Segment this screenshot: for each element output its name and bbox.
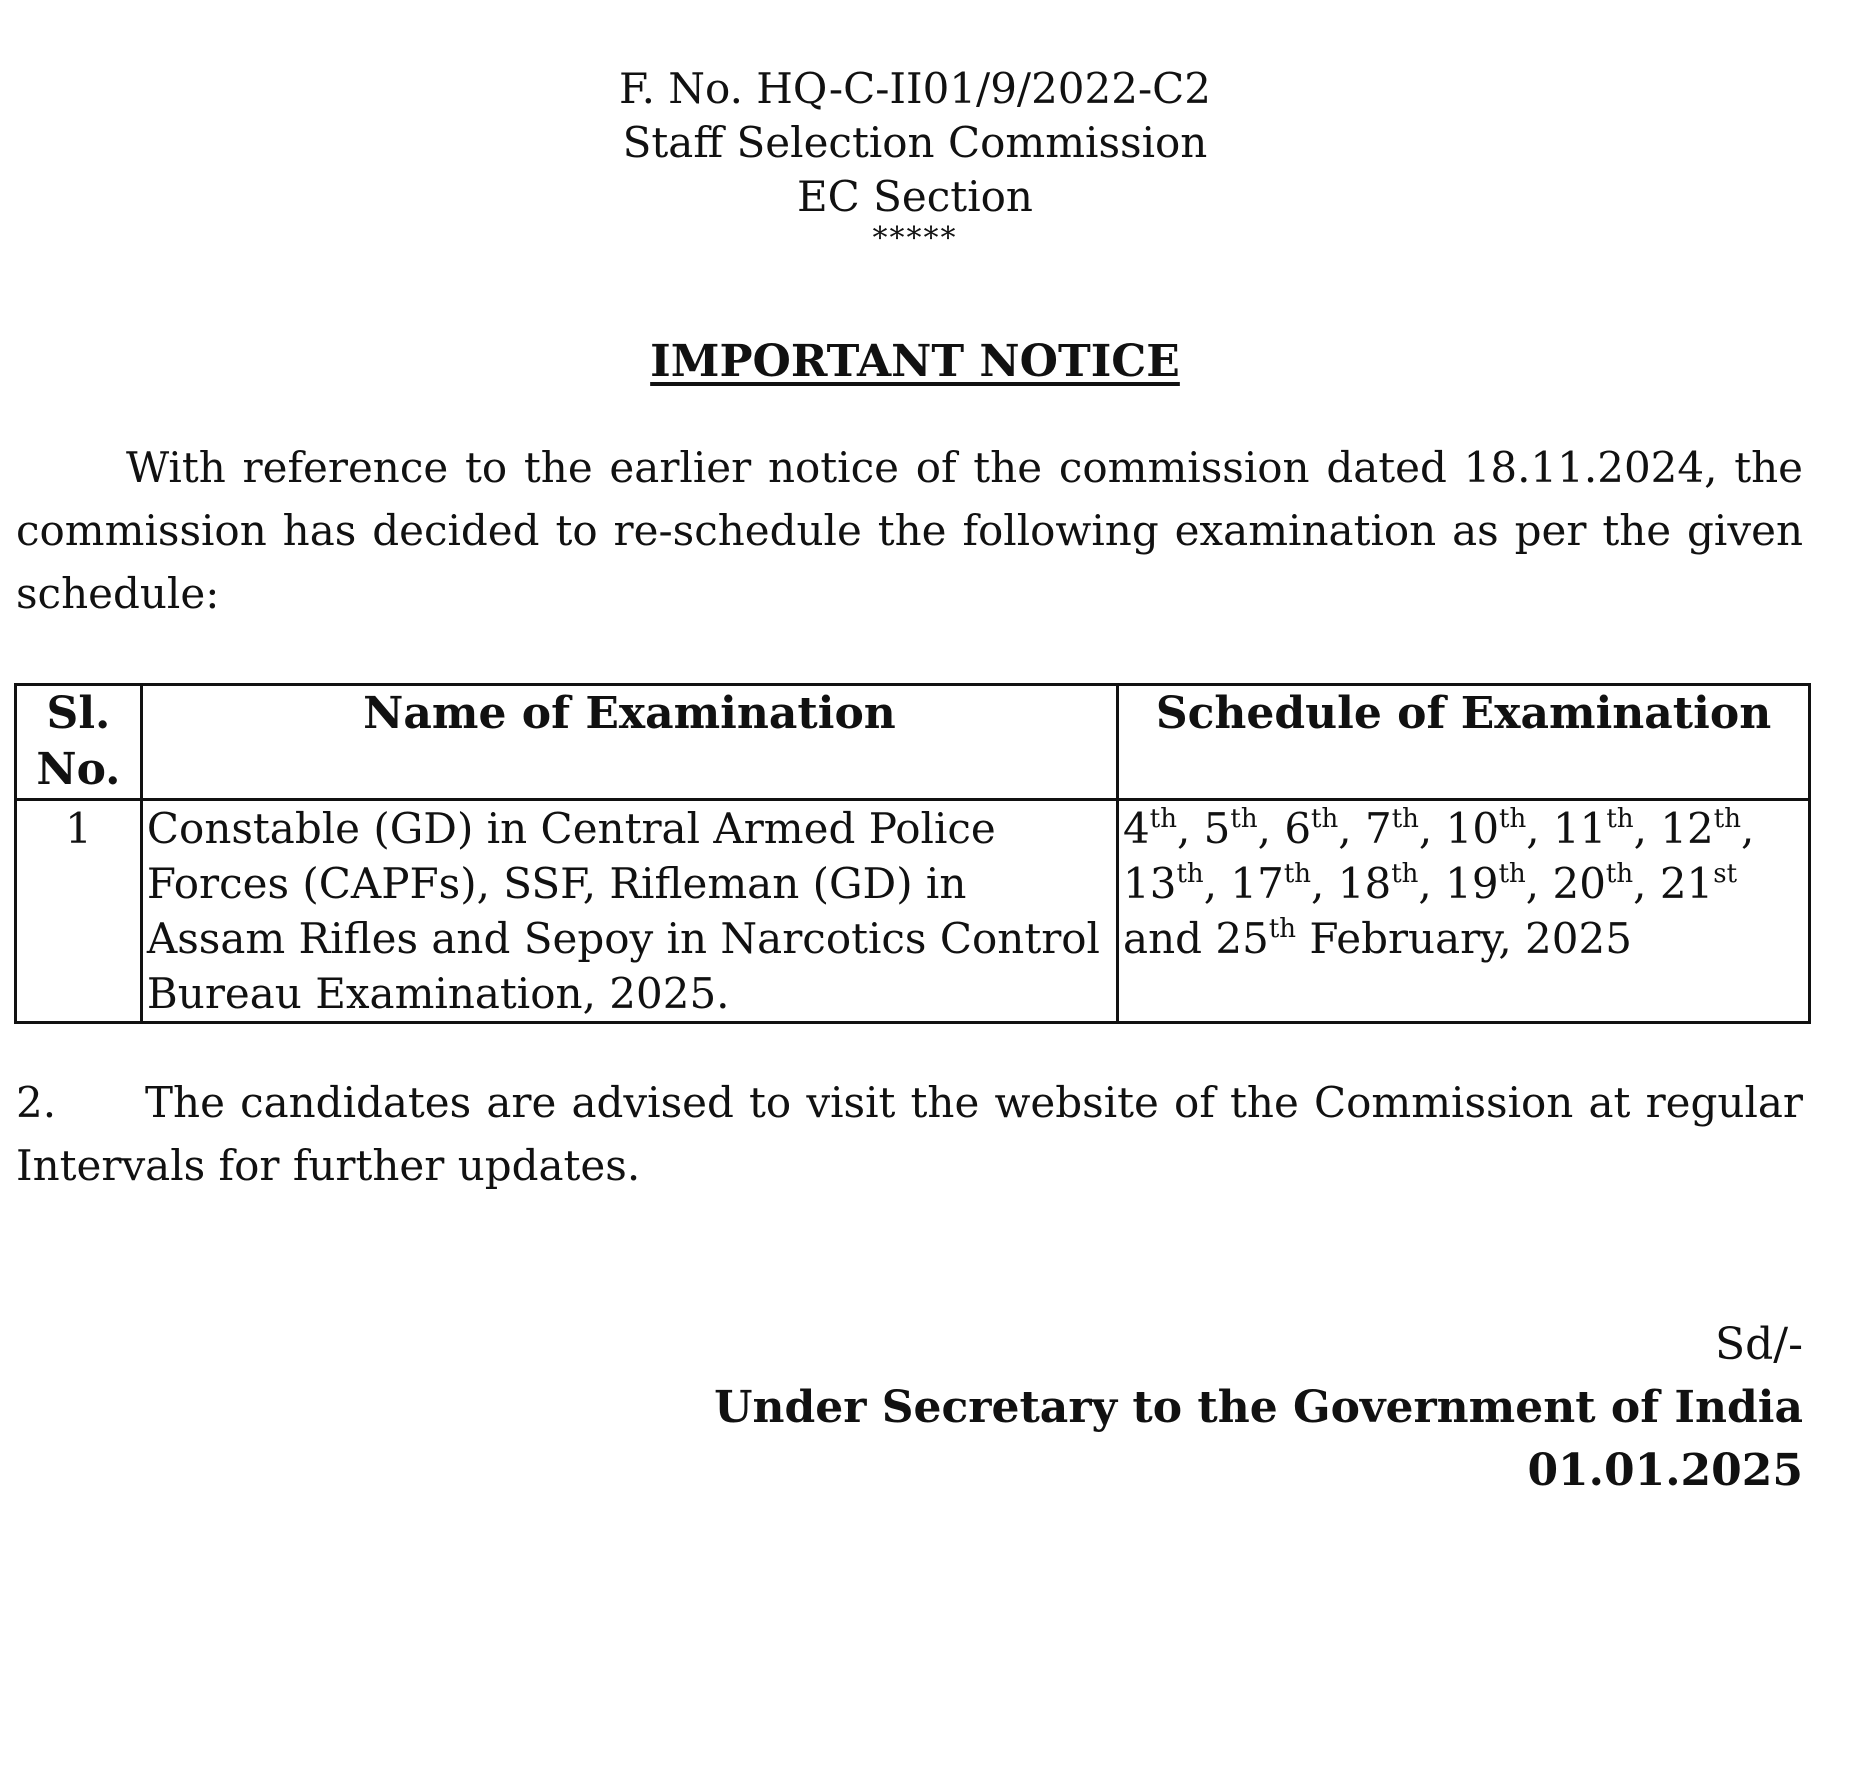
date-day: 17 xyxy=(1230,859,1284,908)
schedule-date xyxy=(1123,859,1204,908)
date-day: 11 xyxy=(1552,804,1607,853)
date-ordinal-suffix: th xyxy=(1176,859,1204,889)
schedule-date xyxy=(1660,859,1737,908)
date-day: 19 xyxy=(1445,859,1499,908)
table-header-row xyxy=(16,685,1810,800)
schedule-month-year: February, 2025 xyxy=(1296,914,1632,963)
schedule-date xyxy=(1204,804,1258,853)
header-exam-name: Name of Examination xyxy=(141,685,1117,800)
date-ordinal-suffix: th xyxy=(1499,804,1527,834)
date-day: 25 xyxy=(1215,914,1269,963)
schedule-date xyxy=(1445,859,1526,908)
date-ordinal-suffix: th xyxy=(1230,804,1258,834)
file-number: F. No. HQ-C-II01/9/2022-C2 xyxy=(619,64,1211,113)
row-exam-name: Constable (GD) in Central Armed Police Forces (CAPFs), SSF, Rifleman (GD) in Assam Rifles and Sepoy in Narcotics Control Bureau Examination, 2025. xyxy=(141,800,1117,1023)
row-sl-no: 1 xyxy=(16,800,142,1023)
intro-paragraph: With reference to the earlier notice of the commission dated 18.11.2024, the commission has decided to re-schedule the following examination as per the given schedule: xyxy=(16,443,1803,618)
paragraph-number: 2. xyxy=(16,1078,57,1127)
schedule-date xyxy=(1365,804,1419,853)
schedule-date xyxy=(1215,914,1296,963)
document-header xyxy=(0,62,1830,254)
date-day: 4 xyxy=(1123,804,1150,853)
date-ordinal-suffix: th xyxy=(1606,804,1634,834)
date-ordinal-suffix: th xyxy=(1498,859,1526,889)
signature-block xyxy=(714,1313,1803,1502)
advisory-paragraph xyxy=(16,1071,1803,1197)
date-ordinal-suffix: th xyxy=(1391,859,1419,889)
date-day: 12 xyxy=(1660,804,1714,853)
schedule-date xyxy=(1552,859,1633,908)
schedule-date xyxy=(1338,859,1419,908)
advisory-text: The candidates are advised to visit the website of the Commission at regular Intervals for further updates. xyxy=(16,1078,1803,1190)
date-ordinal-suffix: th xyxy=(1391,804,1419,834)
date-day: 6 xyxy=(1284,804,1312,853)
section-name: EC Section xyxy=(797,172,1033,221)
schedule-date xyxy=(1123,804,1177,853)
date-day: 21 xyxy=(1659,859,1714,908)
schedule-table xyxy=(14,683,1811,1024)
date-day: 18 xyxy=(1337,859,1392,908)
table-row xyxy=(16,800,1810,1023)
date-day: 20 xyxy=(1552,859,1606,908)
date-ordinal-suffix: th xyxy=(1149,804,1177,834)
schedule-date xyxy=(1553,804,1634,853)
notice-title: IMPORTANT NOTICE xyxy=(650,336,1180,387)
organization-name: Staff Selection Commission xyxy=(622,118,1208,167)
date-day: 13 xyxy=(1123,859,1177,908)
date-day: 5 xyxy=(1203,804,1231,853)
separator-stars: ***** xyxy=(872,221,958,256)
signature-date: 01.01.2025 xyxy=(1527,1445,1803,1496)
header-schedule: Schedule of Examination xyxy=(1118,685,1810,800)
date-ordinal-suffix: st xyxy=(1713,859,1738,889)
schedule-date xyxy=(1284,804,1338,853)
signatory-designation: Under Secretary to the Government of India xyxy=(714,1382,1803,1433)
date-ordinal-suffix: th xyxy=(1311,804,1339,834)
date-ordinal-suffix: th xyxy=(1605,859,1634,889)
date-ordinal-suffix: th xyxy=(1268,914,1297,944)
signature-sd: Sd/- xyxy=(1715,1319,1803,1370)
date-day: 10 xyxy=(1445,804,1500,853)
schedule-conjunction: and xyxy=(1123,914,1216,963)
date-ordinal-suffix: th xyxy=(1713,804,1741,834)
schedule-date xyxy=(1230,859,1311,908)
header-sl-no: Sl. No. xyxy=(16,685,142,800)
date-ordinal-suffix: th xyxy=(1283,859,1312,889)
date-day: 7 xyxy=(1364,804,1392,853)
schedule-date xyxy=(1660,804,1741,853)
row-schedule: 4th, 5th, 6th, 7th, 10th, 11th, 12th, 13th, 17th, 18th, 19th, 20th, 21st and 25th February, 2025 xyxy=(1118,800,1810,1023)
schedule-date xyxy=(1446,804,1527,853)
